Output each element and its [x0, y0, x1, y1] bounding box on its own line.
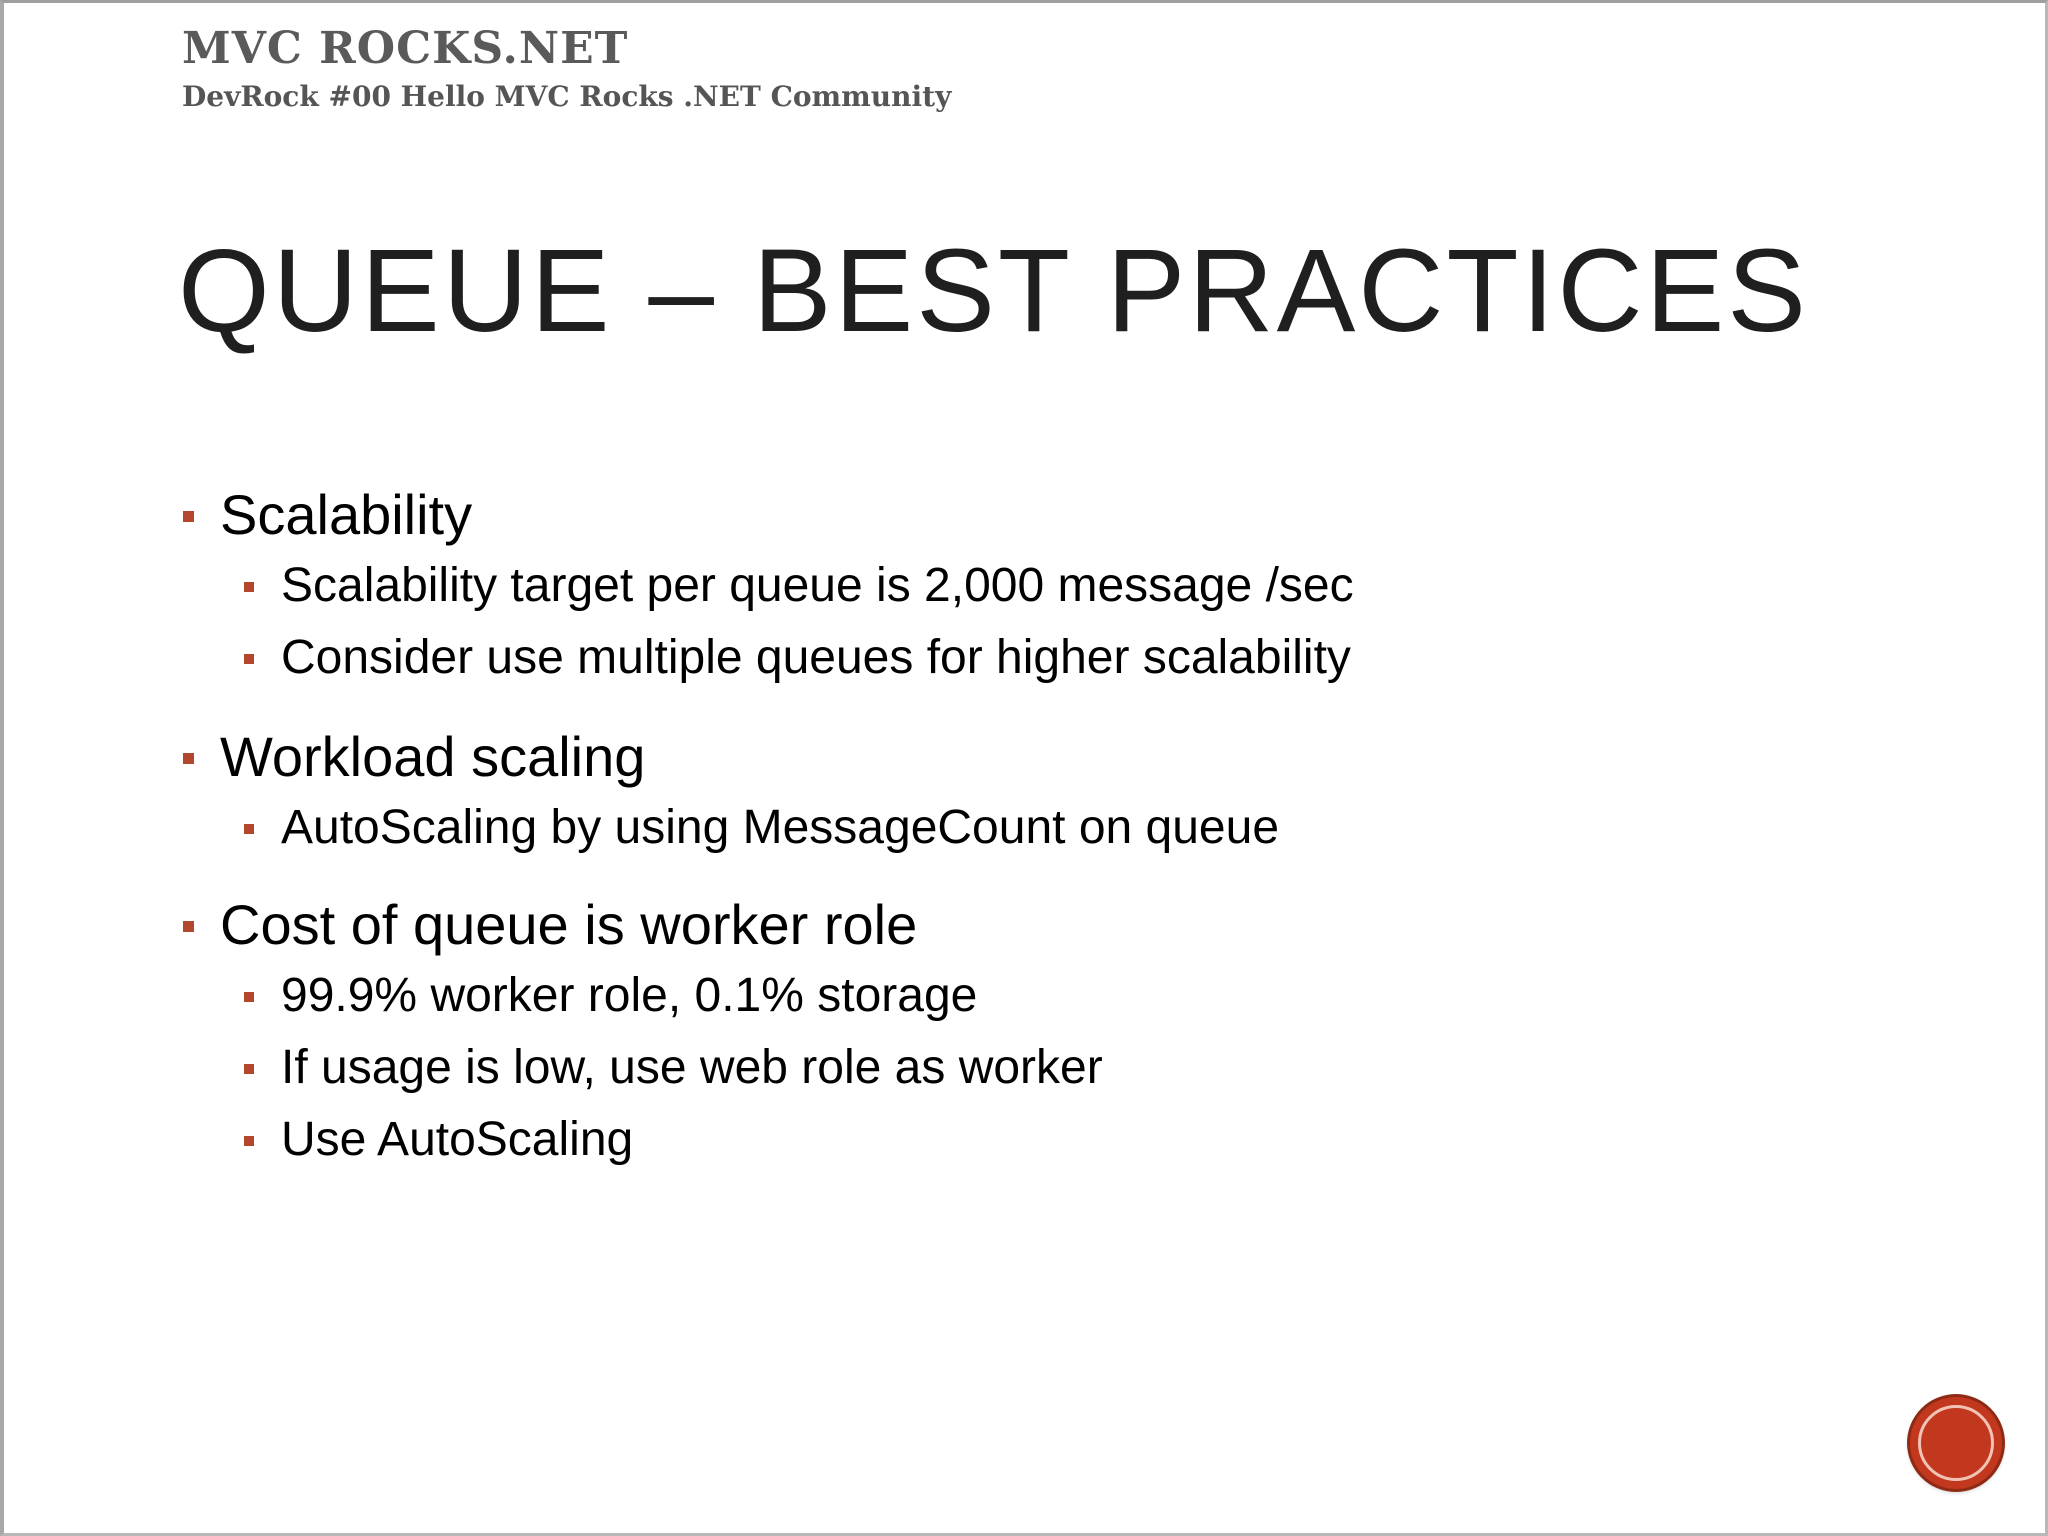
nav-button-ring	[1918, 1405, 1994, 1481]
sub-bullet-marker-icon	[244, 992, 254, 1002]
sub-bullet-text: Use AutoScaling	[281, 1113, 634, 1166]
sub-bullet-use-autoscaling	[281, 1110, 633, 1170]
bullet-text: Workload scaling	[220, 725, 646, 788]
bullet-workload-scaling	[220, 723, 645, 791]
bullet-marker-icon	[183, 753, 194, 764]
bullet-cost-of-queue	[220, 891, 917, 959]
sub-bullet-web-role	[281, 1038, 1103, 1098]
sub-bullet-multiple-queues	[281, 628, 1351, 688]
sub-bullet-text: Scalability target per queue is 2,000 message /sec	[281, 559, 1354, 612]
bullet-text: Scalability	[220, 483, 473, 546]
sub-bullet-text: AutoScaling by using MessageCount on queue	[281, 801, 1280, 854]
sub-bullet-text: If usage is low, use web role as worker	[281, 1041, 1103, 1094]
sub-bullet-autoscaling-messagecount	[281, 798, 1279, 858]
sub-bullet-marker-icon	[244, 582, 254, 592]
sub-bullet-text: 99.9% worker role, 0.1% storage	[281, 969, 978, 1022]
sub-bullet-marker-icon	[244, 1136, 254, 1146]
sub-bullet-text: Consider use multiple queues for higher scalability	[281, 631, 1351, 684]
bullet-text: Cost of queue is worker role	[220, 893, 918, 956]
slide-title: QUEUE – BEST PRACTICES	[178, 225, 1809, 357]
next-slide-circle-icon[interactable]	[1910, 1397, 2002, 1489]
sub-bullet-marker-icon	[244, 824, 254, 834]
bullet-list	[4, 3, 2045, 1533]
sub-bullet-cost-split	[281, 966, 977, 1026]
sub-bullet-throughput	[281, 556, 1354, 616]
header-subtitle: DevRock #00 Hello MVC Rocks .NET Community	[182, 80, 952, 113]
brand-title: MVC ROCKS.NET	[182, 23, 629, 74]
sub-bullet-marker-icon	[244, 654, 254, 664]
bullet-marker-icon	[183, 921, 194, 932]
bullet-marker-icon	[183, 511, 194, 522]
bullet-scalability	[220, 481, 472, 549]
sub-bullet-marker-icon	[244, 1064, 254, 1074]
